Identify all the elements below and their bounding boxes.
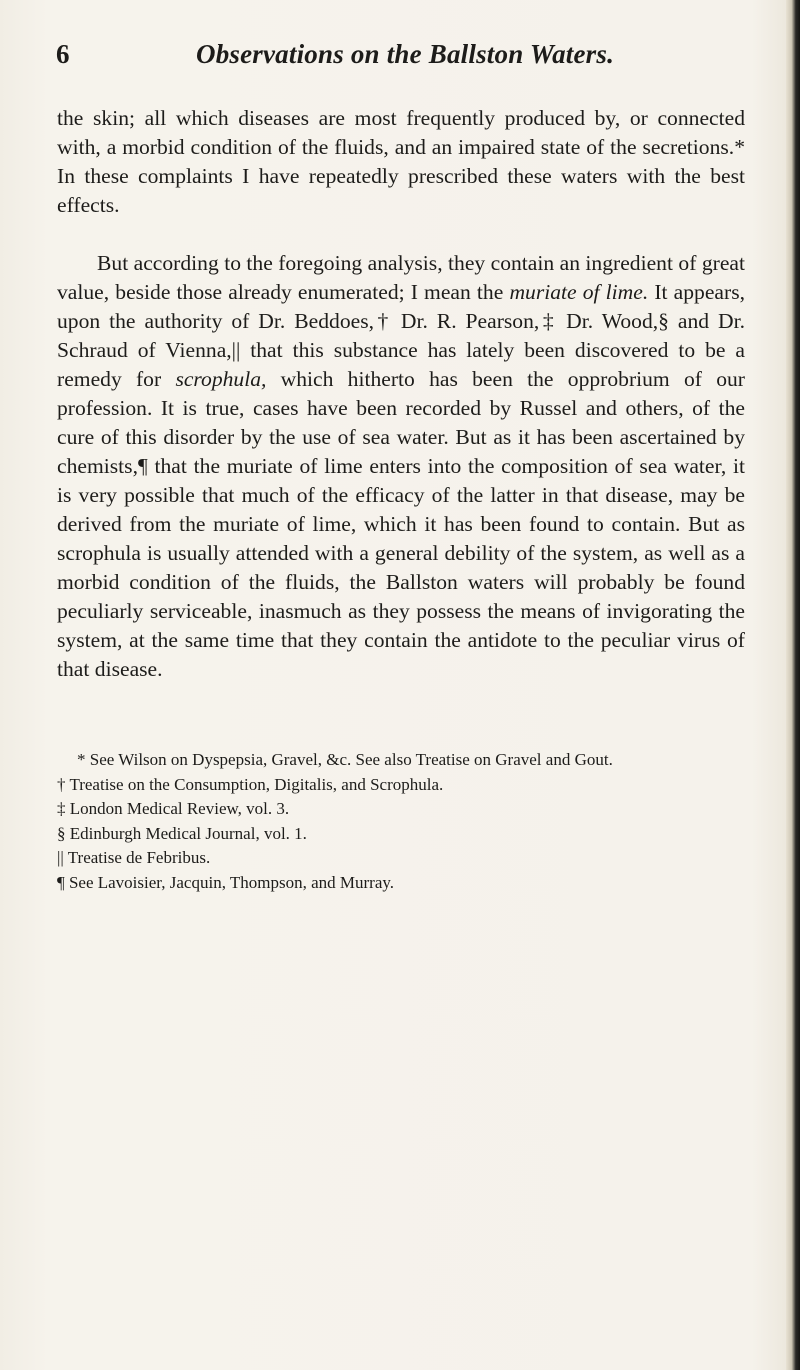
- emphasis-scrophula: scrophula,: [175, 367, 267, 391]
- footnotes: [57, 748, 745, 895]
- page-header: [56, 34, 746, 74]
- paragraph-muriate-of-lime: [57, 249, 745, 684]
- paragraph-continuation: [57, 104, 745, 220]
- page-number: 6: [56, 39, 70, 69]
- page-edge-shadow: [786, 0, 800, 1370]
- footnote-4: § Edinburgh Medical Journal, vol. 1.: [57, 823, 307, 843]
- text-segment: But according to the foregoing analysis, they contain an ingredient of great value, beside those already enumerated; I mean the: [57, 251, 745, 304]
- footnote-5: || Treatise de Febribus.: [57, 848, 211, 867]
- text-segment: It appears, upon the authority of Dr. Beddoes,† Dr. R. Pearson,‡ Dr. Wood,§ and Dr. Schraud of Vienna,|| that this substance has lately been discovered to be a remedy for: [57, 280, 745, 391]
- body-text: [57, 104, 745, 684]
- footnote-6: ¶ See Lavoisier, Jacquin, Thompson, and Murray.: [57, 872, 395, 892]
- emphasis-muriate-of-lime: muriate of lime.: [509, 280, 649, 304]
- footnote-1: * See Wilson on Dyspepsia, Gravel, &c. See also Treatise on Gravel and Gout.: [77, 750, 613, 769]
- footnote-2: † Treatise on the Consumption, Digitalis, and Scrophula.: [57, 774, 444, 794]
- footnote-3: ‡ London Medical Review, vol. 3.: [57, 799, 290, 818]
- text-segment: the skin; all which diseases are most frequently produced by, or connected with, a morbid condition of the fluids, and an impaired state of the secretions.* In these complaints I have repeatedly prescribed these waters with the best effects.: [57, 106, 745, 217]
- text-segment: which hitherto has been the opprobrium of our profession. It is true, cases have been recorded by Russel and others, of the cure of this disorder by the use of sea water. But as it has been ascertained by chemists,¶ that the muriate of lime enters into the composition of sea water, it is very possible that much of the efficacy of the latter in that disease, may be derived from the muriate of lime, which it has been found to contain. But as scrophula is usually attended with a general debility of the system, as well as a morbid condition of the fluids, the Ballston waters will probably be found peculiarly serviceable, inasmuch as they possess the means of invigorating the system, at the same time that they contain the antidote to the peculiar virus of that disease.: [57, 367, 745, 681]
- running-title: Observations on the Ballston Waters.: [196, 39, 615, 69]
